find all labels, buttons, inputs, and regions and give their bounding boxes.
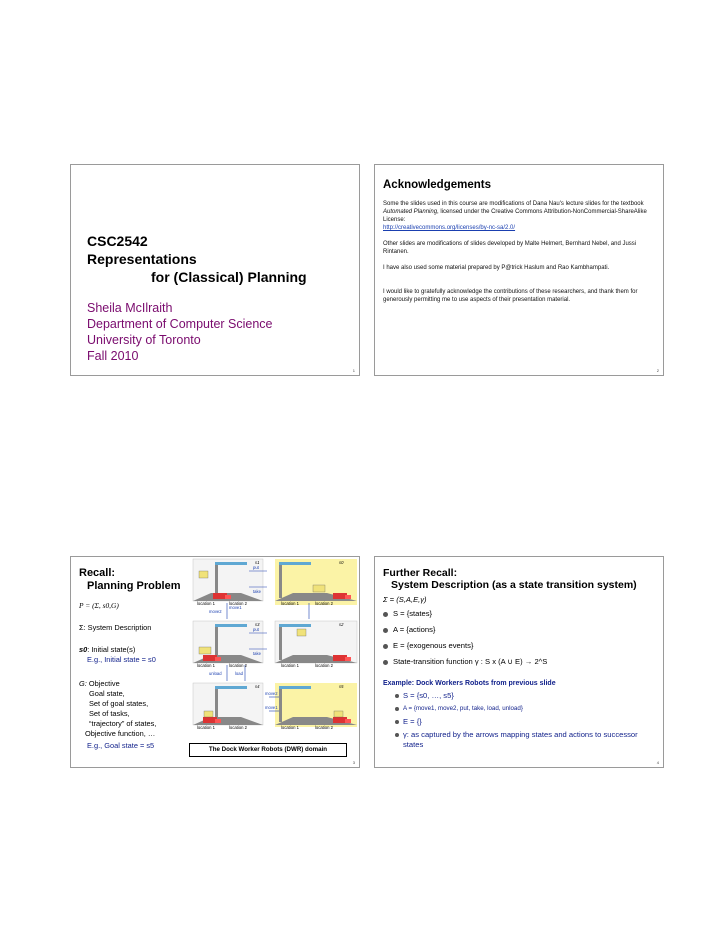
example-events: E = {} — [403, 717, 422, 726]
slide3-title-line1: Recall: — [79, 567, 116, 579]
location-label: location 1 — [281, 601, 299, 606]
initial-state-line — [79, 645, 135, 655]
action-label: move2 — [265, 691, 278, 696]
bullet-dot — [383, 644, 388, 649]
para1-text: Some the slides used in this course are modifications of Dana Nau's lecture slides for the textbook — [383, 201, 644, 207]
location-label: location 1 — [281, 725, 299, 730]
state-s2-cell — [275, 621, 357, 663]
slide1-author: Sheila McIlraith — [87, 301, 173, 315]
action-label: put — [253, 565, 259, 570]
slide1-title-line3: for (Classical) Planning — [151, 269, 307, 285]
slide2-paragraph-3: I have also used some material prepared by P@trick Haslum and Rao Kambhampati. — [383, 265, 610, 271]
objective-line — [79, 679, 120, 689]
example-states: S = {s0, …, s5} — [403, 691, 454, 700]
slide2-paragraph-2: Other slides are modifications of slides developed by Malte Helmert, Bernhard Nebel, and Jussi Rintanen. — [383, 241, 637, 255]
sigma-description: Σ: System Description — [79, 623, 152, 632]
page-number: 3 — [352, 760, 355, 765]
book-title: Automated Planning — [383, 209, 438, 215]
action-label: take — [253, 651, 261, 656]
objective-item: Set of tasks, — [89, 709, 130, 718]
page-number: 2 — [656, 368, 659, 373]
slide1-term: Fall 2010 — [87, 349, 139, 363]
location-label: location 1 — [197, 601, 215, 606]
state-label: s0 — [339, 560, 344, 565]
location-label: location 1 — [197, 663, 215, 668]
location-label: location 2 — [229, 663, 247, 668]
slide1-university: University of Toronto — [87, 333, 201, 347]
sigma-definition: Σ = (S,A,E,γ) — [383, 595, 427, 604]
bullet-transition: State-transition function γ : S x (A ∪ E) → 2^S — [393, 657, 548, 666]
location-label: location 1 — [197, 725, 215, 730]
slide2-title: Acknowledgements — [383, 179, 491, 191]
location-label: location 2 — [315, 601, 333, 606]
action-label: move1 — [229, 605, 242, 610]
location-label: location 1 — [281, 663, 299, 668]
action-label: move2 — [209, 609, 222, 614]
slide4-title-line2: System Description (as a state transition system) — [391, 579, 637, 591]
bullet-actions: A = {actions} — [393, 625, 436, 634]
license-link[interactable]: http://creativecommons.org/licenses/by-nc-sa/2.0/ — [383, 225, 516, 231]
example-gamma: γ: as captured by the arrows mapping states and actions to successor states — [403, 730, 638, 749]
goal-state-example: E.g., Goal state = s5 — [87, 741, 155, 750]
page-number: 1 — [352, 368, 355, 373]
slide1-title-line1: CSC2542 — [87, 233, 148, 249]
sub-bullet-dot — [395, 694, 399, 698]
slide2-paragraph-1 — [383, 200, 653, 232]
location-label: location 2 — [229, 725, 247, 730]
action-label: unload — [209, 671, 222, 676]
slide3-title-line2: Planning Problem — [87, 580, 181, 592]
slide2-paragraph-4: I would like to gratefully acknowledge the contributions of these researchers, and thank them for generously permitting me to use aspects of their presentation material. — [383, 289, 638, 303]
slide4-title-line1: Further Recall: — [383, 567, 458, 579]
para1-rest: , licensed under the Creative Commons Attribution-NonCommercial-ShareAlike License: — [383, 209, 647, 223]
bullet-events: E = {exogenous events} — [393, 641, 474, 650]
location-label: location 2 — [229, 601, 247, 606]
location-label: location 2 — [315, 725, 333, 730]
slide-2 — [374, 164, 664, 376]
example-actions: A = {move1, move2, put, take, load, unload} — [403, 705, 523, 712]
state-label: s3 — [255, 622, 260, 627]
slide1-title-line2: Representations — [87, 251, 197, 267]
action-label: put — [253, 627, 259, 632]
initial-state-example: E.g., Initial state = s0 — [87, 655, 156, 664]
objective-item: Goal state, — [89, 689, 125, 698]
g-label: G: — [79, 679, 87, 688]
dwr-state-diagram — [189, 557, 359, 743]
page-number: 4 — [656, 760, 659, 765]
problem-tuple: P = (Σ, s0,G) — [79, 601, 119, 610]
dwr-caption: The Dock Worker Robots (DWR) domain — [189, 743, 347, 757]
s0-label: s0 — [79, 645, 88, 654]
sub-bullet-dot — [395, 720, 399, 724]
state-label: s1 — [255, 560, 260, 565]
action-label: load — [235, 671, 243, 676]
sub-bullet-dot — [395, 707, 399, 711]
bullet-dot — [383, 628, 388, 633]
slide-4 — [374, 556, 664, 768]
slide-3 — [70, 556, 360, 768]
action-label: move1 — [265, 705, 278, 710]
objective-item: “trajectory” of states, — [89, 719, 157, 728]
state-s4-cell — [193, 683, 263, 725]
location-label: location 2 — [315, 663, 333, 668]
bullet-dot — [383, 612, 388, 617]
bullet-dot — [383, 660, 388, 665]
objective-item: Set of goal states, — [89, 699, 149, 708]
state-label: s4 — [255, 684, 260, 689]
slide-1 — [70, 164, 360, 376]
sub-bullet-dot — [395, 733, 399, 737]
state-label: s5 — [339, 684, 344, 689]
g-desc: Objective — [86, 679, 120, 688]
action-label: take — [253, 589, 261, 594]
slide1-department: Department of Computer Science — [87, 317, 273, 331]
s0-desc: : Initial state(s) — [87, 645, 136, 654]
state-label: s2 — [339, 622, 344, 627]
bullet-states: S = {states} — [393, 609, 433, 618]
example-title: Example: Dock Workers Robots from previous slide — [383, 680, 556, 687]
objective-item: Objective function, … — [85, 729, 156, 738]
